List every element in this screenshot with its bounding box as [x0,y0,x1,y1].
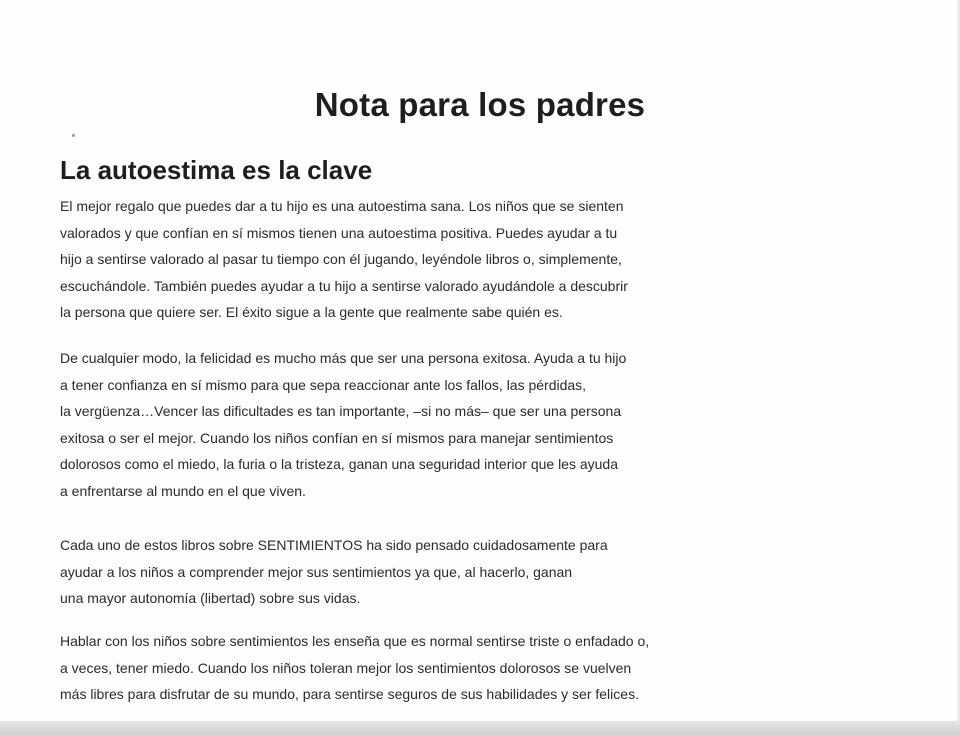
paragraph-4 [60,628,920,708]
page-edge-shadow [956,0,960,735]
text-line: valorados y que confían en sí mismos tienen una autoestima positiva. Puedes ayudar a tu [60,224,618,241]
text-line: Cada uno de estos libros sobre SENTIMIENTOS ha sido pensado cuidadosamente para [60,537,608,553]
text-line: exitosa o ser el mejor. Cuando los niños confían en sí mismos para manejar sentimientos [60,429,614,446]
text-line: más libres para disfrutar de su mundo, para sentirse seguros de sus habilidades y ser felices. [60,686,639,702]
text-line: De cualquier modo, la felicidad es mucho más que ser una persona exitosa. Ayuda a tu hijo [60,350,627,366]
text-line: la persona que quiere ser. El éxito sigue a la gente que realmente sabe quién es. [60,304,563,320]
scan-speck [72,134,75,137]
text-line: dolorosos como el miedo, la furia o la tristeza, ganan una seguridad interior que les ayuda [60,456,618,472]
text-line: Hablar con los niños sobre sentimientos les enseña que es normal sentirse triste o enfadado o, [60,633,650,649]
text-line: una mayor autonomía (libertad) sobre sus vidas. [60,590,361,606]
paragraph-3 [60,532,920,612]
page-title: Nota para los padres [314,86,646,123]
text-line: a enfrentarse al mundo en el que viven. [60,482,306,499]
text-line: la vergüenza…Vencer las dificultades es tan importante, –si no más– que ser una persona [60,403,622,419]
bottom-edge-band [0,721,960,735]
text-line: hijo a sentirse valorado al pasar tu tiempo con él jugando, leyéndole libros o, simplemente, [60,251,622,267]
text-line: a tener confianza en sí mismo para que sepa reaccionar ante los fallos, las pérdidas, [60,376,587,393]
text-line: escuchándole. También puedes ayudar a tu hijo a sentirse valorado ayudándole a descubrir [60,277,628,294]
section-heading: La autoestima es la clave [60,155,373,185]
paragraph-2 [60,345,920,504]
text-line: a veces, tener miedo. Cuando los niños toleran mejor los sentimientos dolorosos se vuelven [60,659,632,676]
paragraph-1 [60,193,920,326]
text-line: ayudar a los niños a comprender mejor sus sentimientos ya que, al hacerlo, ganan [60,563,573,580]
text-line: El mejor regalo que puedes dar a tu hijo es una autoestima sana. Los niños que se sienten [60,198,624,214]
